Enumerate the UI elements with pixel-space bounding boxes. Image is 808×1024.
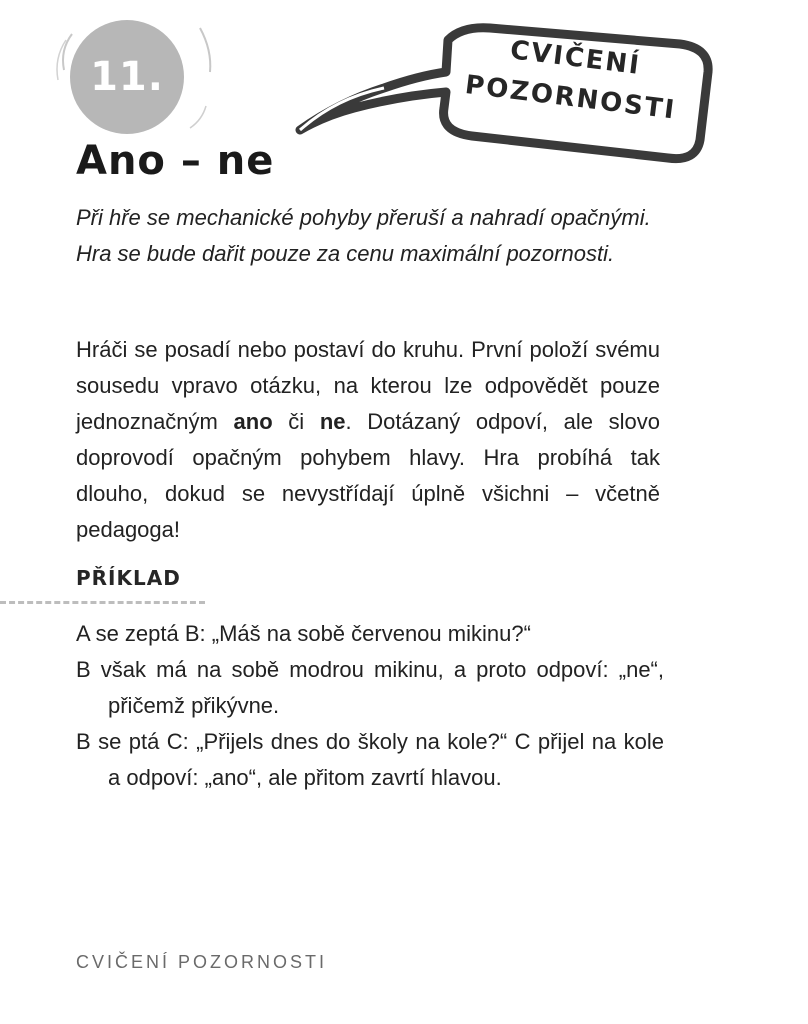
page-footer: CVIČENÍ POZORNOSTI (76, 952, 328, 972)
rules-text-3: . Dotázaný odpoví, ale slovo doprovodí opačným pohybem hlavy. Hra probíhá tak dlouho, dokud se nevystřídají úplně všichni – včetně pedagoga! (76, 409, 660, 542)
rules-bold-ne: ne (319, 409, 346, 434)
rules-text-1: Hráči se posadí nebo postaví do kruhu. První položí svému sousedu vpravo otázku, na kterou lze odpovědět pouze jednoznačným (76, 337, 660, 434)
bubble-line-1: CVIČENÍ (508, 35, 643, 82)
page-title: Ano – ne (76, 138, 275, 184)
example-list (76, 616, 664, 796)
section-number: 11. (90, 54, 164, 100)
example-line: A se zeptá B: „Máš na sobě červenou mikinu?“ (76, 621, 531, 646)
example-heading: PŘÍKLAD (76, 566, 181, 590)
section-number-badge (70, 20, 184, 134)
example-line: B však má na sobě modrou mikinu, a proto odpoví: „ne“, přičemž přikývne. (76, 657, 664, 718)
rules-bold-ano: ano (233, 409, 273, 434)
intro-paragraph: Při hře se mechanické pohyby přeruší a nahradí opačnými. Hra se bude dařit pouze za cenu maximální pozornosti. (76, 205, 651, 266)
rules-text-2: či (272, 409, 320, 434)
bubble-line-2: POZORNOSTI (463, 70, 678, 126)
dashed-divider (0, 601, 205, 604)
example-line: B se ptá C: „Přijels dnes do školy na kole?“ C přijel na kole a odpoví: „ano“, ale přitom zavrtí hlavou. (76, 729, 664, 790)
rules-paragraph (76, 332, 660, 548)
